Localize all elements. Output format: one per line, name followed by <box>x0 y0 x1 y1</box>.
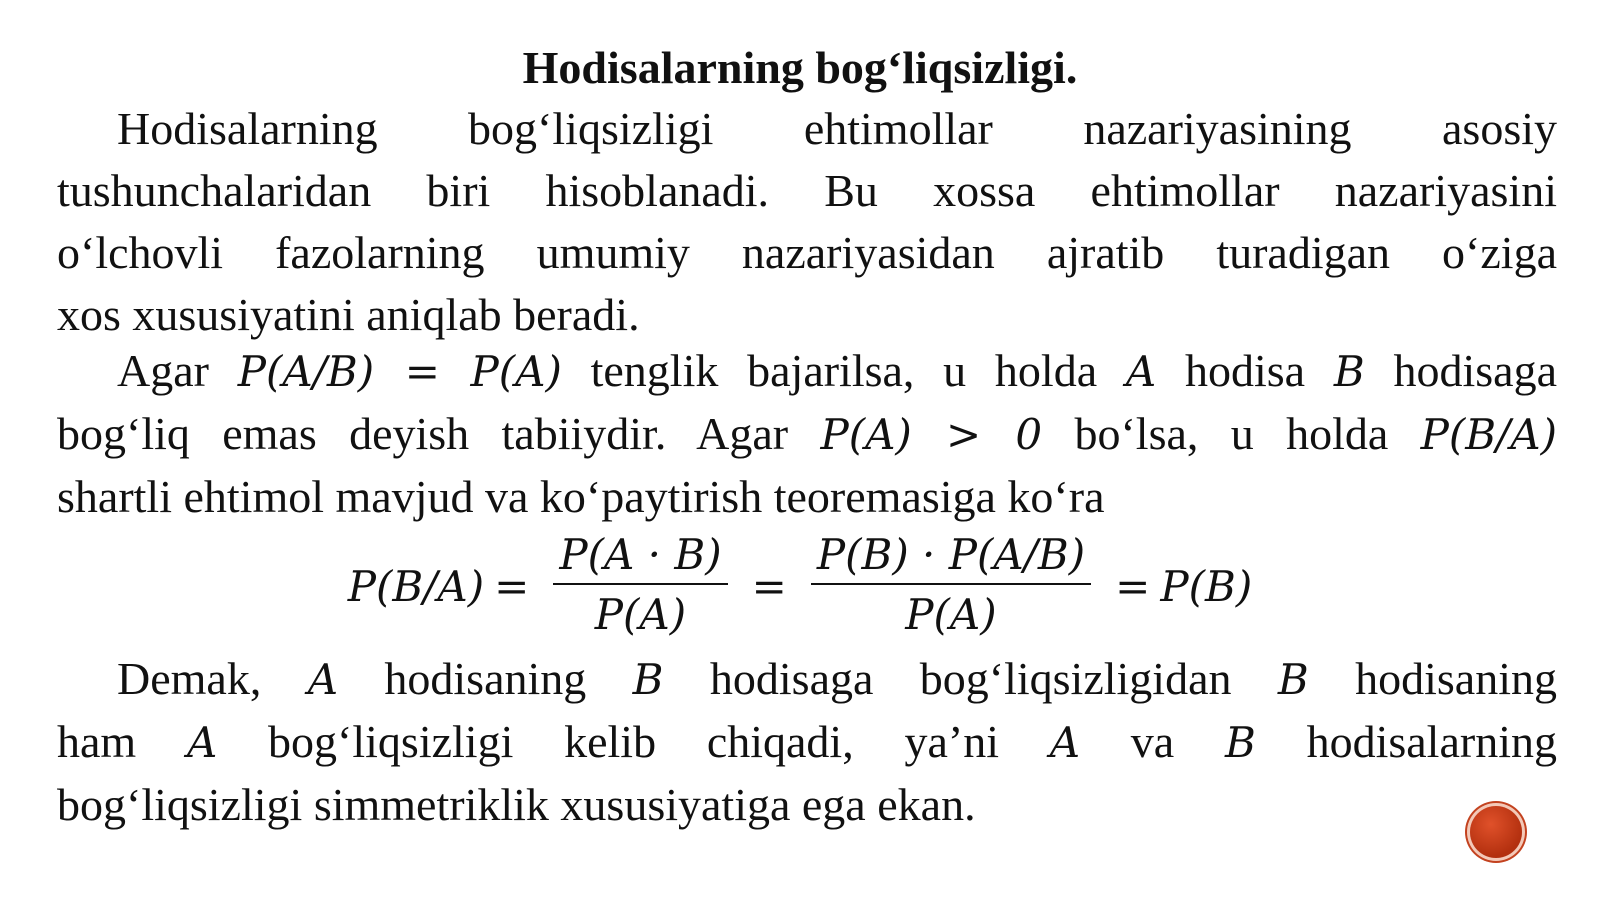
formula-lhs: P(B/A) <box>347 561 485 611</box>
paragraph-3-line-3: bog‘liqsizligi simmetriklik xususiyatiga ega ekan. <box>57 779 976 830</box>
fraction-1-numerator: P(A · B) <box>553 527 727 585</box>
math-inline: A <box>1049 718 1081 767</box>
math-inline: A <box>1125 347 1157 396</box>
math-inline: B <box>1277 655 1309 704</box>
paragraph-1-line-4: xos xususiyatini aniqlab beradi. <box>57 289 640 340</box>
math-inline: A <box>186 718 218 767</box>
fraction-2-denominator: P(A) <box>905 590 997 639</box>
formula <box>0 524 1600 648</box>
paragraph-3-line-2: ham A bog‘liqsizligi kelib chiqadi, ya’ni A va B hodisalarning <box>57 716 1557 767</box>
equals-sign: = <box>751 561 787 611</box>
equals-sign: = <box>494 561 530 611</box>
paragraph-2-line-2: bog‘liq emas deyish tabiiydir. Agar P(A) > 0 bo‘lsa, u holda P(B/A) <box>57 408 1557 459</box>
math-inline: B <box>1333 347 1365 396</box>
paragraph-1 <box>57 98 1557 346</box>
math-inline: P(A) > 0 <box>820 410 1043 459</box>
circle-nav-icon[interactable] <box>1470 806 1522 858</box>
equals-sign: = <box>1115 561 1151 611</box>
paragraph-1-line-1: Hodisalarning bog‘liqsizligi ehtimollar nazariyasining asosiy <box>117 103 1557 154</box>
paragraph-1-line-2: tushunchalaridan biri hisoblanadi. Bu xossa ehtimollar nazariyasini <box>57 165 1557 216</box>
fraction-2 <box>811 527 1091 645</box>
math-inline: A <box>307 655 339 704</box>
math-inline: B <box>632 655 664 704</box>
paragraph-2-line-3: shartli ehtimol mavjud va ko‘paytirish teoremasiga ko‘ra <box>57 471 1105 522</box>
formula-rhs: P(B) <box>1160 561 1253 611</box>
math-inline: P(A/B) = P(A) <box>237 347 562 396</box>
paragraph-2-line-1: Agar P(A/B) = P(A) tenglik bajarilsa, u holda A hodisa B hodisaga <box>117 345 1557 396</box>
paragraph-3 <box>57 648 1557 836</box>
math-inline: B <box>1224 718 1256 767</box>
fraction-1-denominator: P(A) <box>594 590 687 639</box>
paragraph-2 <box>57 340 1557 528</box>
math-inline: P(B/A) <box>1420 410 1557 459</box>
fraction-1 <box>553 527 727 645</box>
paragraph-3-line-1: Demak, A hodisaning B hodisaga bog‘liqsizligidan B hodisaning <box>117 653 1557 704</box>
fraction-2-numerator: P(B) · P(A/B) <box>811 527 1091 585</box>
paragraph-1-line-3: o‘lchovli fazolarning umumiy nazariyasidan ajratib turadigan o‘ziga <box>57 227 1557 278</box>
slide-title: Hodisalarning bog‘liqsizligi. <box>522 42 1078 93</box>
